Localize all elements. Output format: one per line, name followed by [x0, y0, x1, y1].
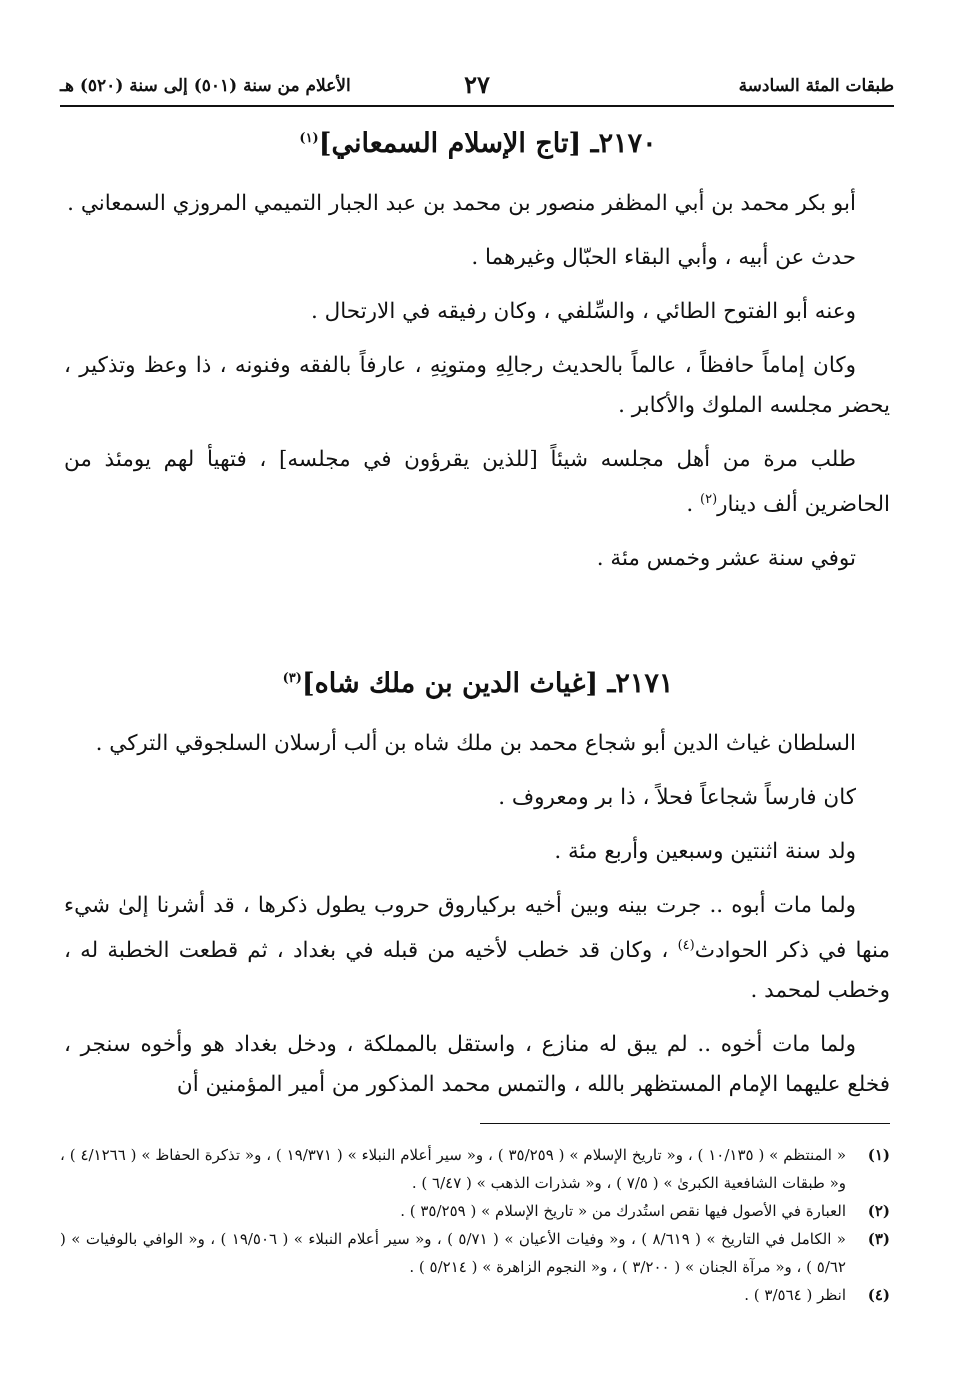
footnote-rule	[480, 1123, 890, 1124]
footnote-text: « الكامل في التاريخ » ( ٨/٦١٩ ) ، و« وفيات الأعيان » ( ٥/٧١ ) ، و« سير أعلام النبلاء » ( ١٩/٥٠٦ ) ، و« الوافي بالوفيات » ( ٥/٦٢ ) ، و« مرآة الجنان » ( ٣/٢٠٠ ) ، و« النجوم الزاهرة » ( ٥/٢١٤ ) .	[60, 1230, 846, 1276]
footnotes	[60, 1141, 890, 1309]
footnote-ref: (٤)	[677, 938, 695, 953]
footnote	[60, 1141, 890, 1197]
range-title: الأعلام من سنة (٥٠١) إلى سنة (٥٢٠) هـ	[60, 76, 351, 96]
entry-title-2170	[0, 128, 956, 159]
paragraph-text: ، وكان قد خطب لأخيه من قبله في بغداد ، ثم قطعت الخطبة له ، وخطب لمحمد .	[64, 938, 890, 1004]
running-header	[60, 70, 894, 100]
footnote-ref: (١)	[299, 131, 319, 146]
paragraph: كان فارساً شجاعاً فحلاً ، ذا بر ومعروف .	[498, 785, 856, 810]
footnote-ref: (٢)	[700, 492, 718, 507]
entry-title-2171	[0, 668, 956, 699]
page-number: ٢٧	[464, 70, 490, 99]
footnote-ref: (٣)	[282, 671, 302, 686]
header-rule	[60, 105, 894, 107]
footnote	[60, 1225, 890, 1281]
footnote-number: (١)	[867, 1146, 890, 1164]
paragraph: ولما مات أخوه .. لم يبق له منازع ، واستقل بالمملكة ، ودخل بغداد هو وأخوه سنجر ، فخلع عليهما الإمام المستظهر بالله ، والتمس محمد المذكور من أمير المؤمنين أن	[64, 1032, 890, 1098]
paragraph-end: .	[686, 492, 700, 518]
entry-title-text: ٢١٧١ـ [غياث الدين بن ملك شاه]	[301, 668, 674, 699]
footnote-number: (٢)	[867, 1202, 890, 1220]
paragraph: أبو بكر محمد بن أبي المظفر منصور بن محمد بن عبد الجبار التميمي المروزي السمعاني .	[67, 191, 856, 216]
paragraph	[64, 440, 890, 525]
paragraph: ولد سنة اثنتين وسبعين وأربع مئة .	[554, 839, 856, 864]
paragraph-text: طلب مرة من أهل مجلسه شيئاً [للذين يقرؤون في مجلسه] ، فتهيأ لهم يومئذ من الحاضرين ألف دينار	[64, 447, 890, 518]
footnote	[60, 1197, 890, 1225]
paragraph: وكان إماماً حافظاً ، عالماً بالحديث رجالِهِ ومتونِهِ ، عارفاً بالفقه وفنونه ، ذا وعظ وتذكير ، يحضر مجلسه الملوك والأكابر .	[64, 353, 890, 418]
section-title: طبقات المئة السادسة	[738, 76, 894, 96]
paragraph: توفي سنة عشر وخمس مئة .	[596, 546, 856, 572]
paragraph: حدث عن أبيه ، وأبي البقاء الحبّال وغيرهما .	[471, 245, 856, 270]
entry-body-2170	[64, 184, 890, 579]
paragraph: السلطان غياث الدين أبو شجاع محمد بن ملك شاه بن ألب أرسلان السلجوقي التركي .	[95, 731, 856, 756]
footnote-number: (٤)	[867, 1286, 890, 1304]
entry-title-text: ٢١٧٠ـ [تاج الإسلام السمعاني]	[318, 128, 657, 159]
paragraph	[64, 886, 890, 1011]
entry-body-2171	[64, 724, 890, 1105]
footnote-text: « المنتظم » ( ١٠/١٣٥ ) ، و« تاريخ الإسلام » ( ٣٥/٢٥٩ ) ، و« سير أعلام النبلاء » ( ١٩/٣٧١ ) ، و« تذكرة الحفاظ » ( ٤/١٢٦٦ ) ، و« طبقات الشافعية الكبرىٰ » ( ٧/٥ ) ، و« شذرات الذهب » ( ٦/٤٧ ) .	[60, 1146, 847, 1192]
footnote-number: (٣)	[867, 1230, 890, 1248]
footnote-text: انظر ( ٣/٥٦٤ ) .	[744, 1286, 846, 1304]
footnote-text: العبارة في الأصول فيها نقص استُدرك من « تاريخ الإسلام » ( ٣٥/٢٥٩ ) .	[400, 1202, 846, 1220]
footnote	[60, 1281, 890, 1309]
paragraph: وعنه أبو الفتوح الطائي ، والسِّلفي ، وكان رفيقه في الارتحال .	[310, 299, 856, 324]
paragraph-text: ولما مات أبوه .. جرت بينه وبين أخيه بركياروق حروب يطول ذكرها ، قد أشرنا إلىٰ شيء منها في ذكر الحوادث	[64, 893, 890, 964]
